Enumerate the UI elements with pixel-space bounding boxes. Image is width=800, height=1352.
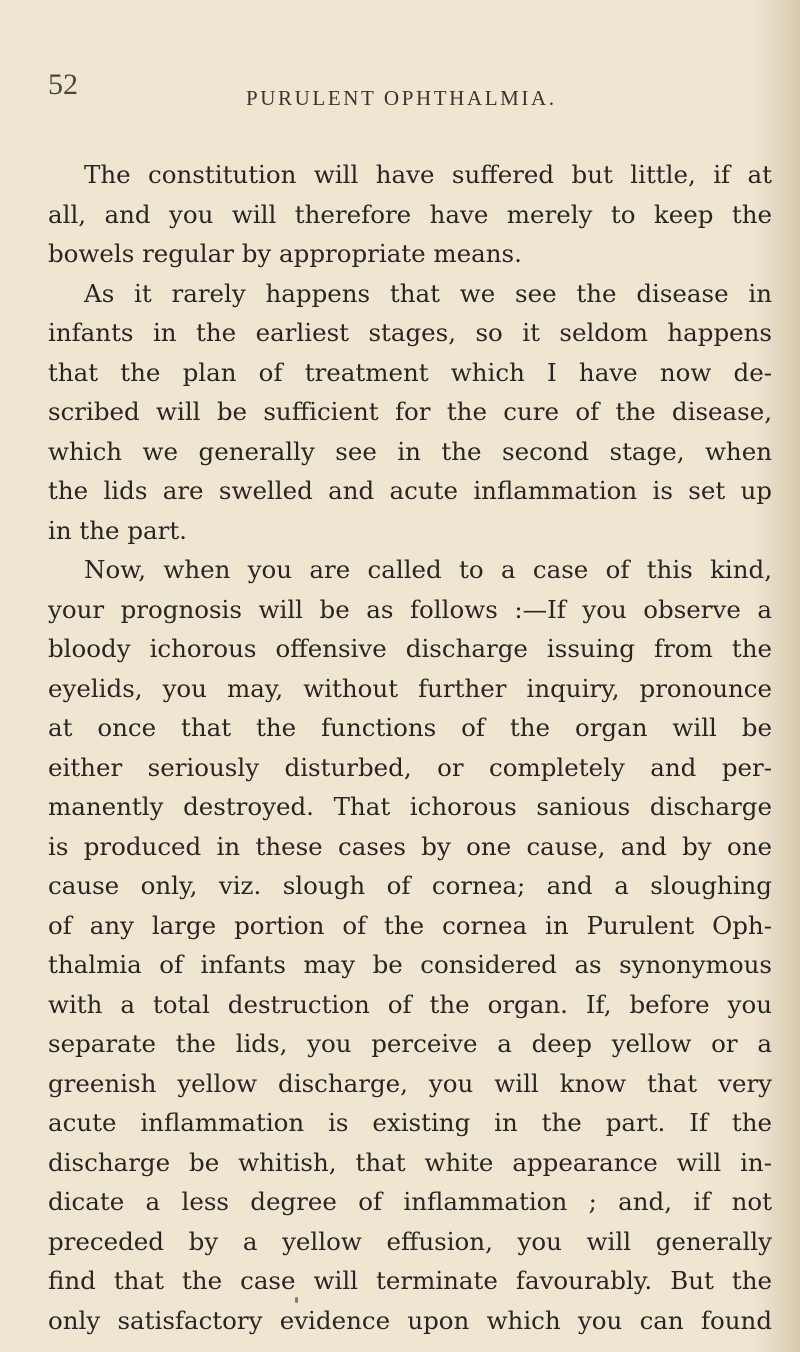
text-line: that the plan of treatment which I have now de- — [48, 357, 772, 387]
text-line: eyelids, you may, without further inquiry, pronounce — [48, 673, 772, 703]
text-line: Now, when you are called to a case of this kind, — [84, 555, 772, 584]
text-line: find that the case will terminate favourably. But the — [48, 1266, 772, 1295]
text-line: at once that the functions of the organ will be — [48, 713, 772, 742]
text-line: separate the lids, you perceive a deep yellow or a — [48, 1029, 772, 1058]
text-line: preceded by a yellow effusion, you will generally — [48, 1226, 772, 1256]
text-line: with a total destruction of the organ. If, before you — [48, 989, 772, 1019]
text-line: discharge be whitish, that white appearance will in- — [48, 1147, 772, 1177]
text-line: of any large portion of the cornea in Purulent Oph- — [48, 910, 772, 940]
text-line: acute inflammation is existing in the part. If the — [48, 1108, 772, 1137]
text-line: manently destroyed. That ichorous sanious discharge — [48, 792, 772, 821]
text-line: either seriously disturbed, or completely and per- — [48, 752, 772, 782]
body-text — [48, 155, 772, 1340]
text-line: which we generally see in the second stage, when — [48, 436, 772, 466]
text-line: all, and you will therefore have merely to keep the — [48, 199, 772, 229]
text-line: The constitution will have suffered but little, if at — [84, 160, 772, 189]
ink-speck — [295, 1297, 298, 1303]
text-line: scribed will be sufficient for the cure of the disease, — [48, 397, 772, 426]
page-number: 52 — [48, 68, 78, 101]
text-line: dicate a less degree of inflammation ; and, if not — [48, 1187, 772, 1216]
text-line: bloody ichorous offensive discharge issuing from the — [48, 634, 772, 663]
text-line: only satisfactory evidence upon which you can found — [48, 1305, 772, 1335]
text-line: in the part. — [48, 515, 187, 545]
text-line: bowels regular by appropriate means. — [48, 239, 522, 268]
text-line: is produced in these cases by one cause, and by one — [48, 831, 772, 861]
text-line: As it rarely happens that we see the disease in — [84, 278, 772, 308]
text-line: infants in the earliest stages, so it seldom happens — [48, 318, 772, 347]
text-line: thalmia of infants may be considered as synonymous — [48, 950, 772, 979]
running-head: PURULENT OPHTHALMIA. — [246, 86, 557, 110]
text-line: cause only, viz. slough of cornea; and a sloughing — [48, 871, 772, 900]
text-line: greenish yellow discharge, you will know that very — [48, 1068, 772, 1098]
text-line: the lids are swelled and acute inflammation is set up — [48, 476, 772, 505]
text-line: your prognosis will be as follows :—If you observe a — [48, 594, 772, 624]
